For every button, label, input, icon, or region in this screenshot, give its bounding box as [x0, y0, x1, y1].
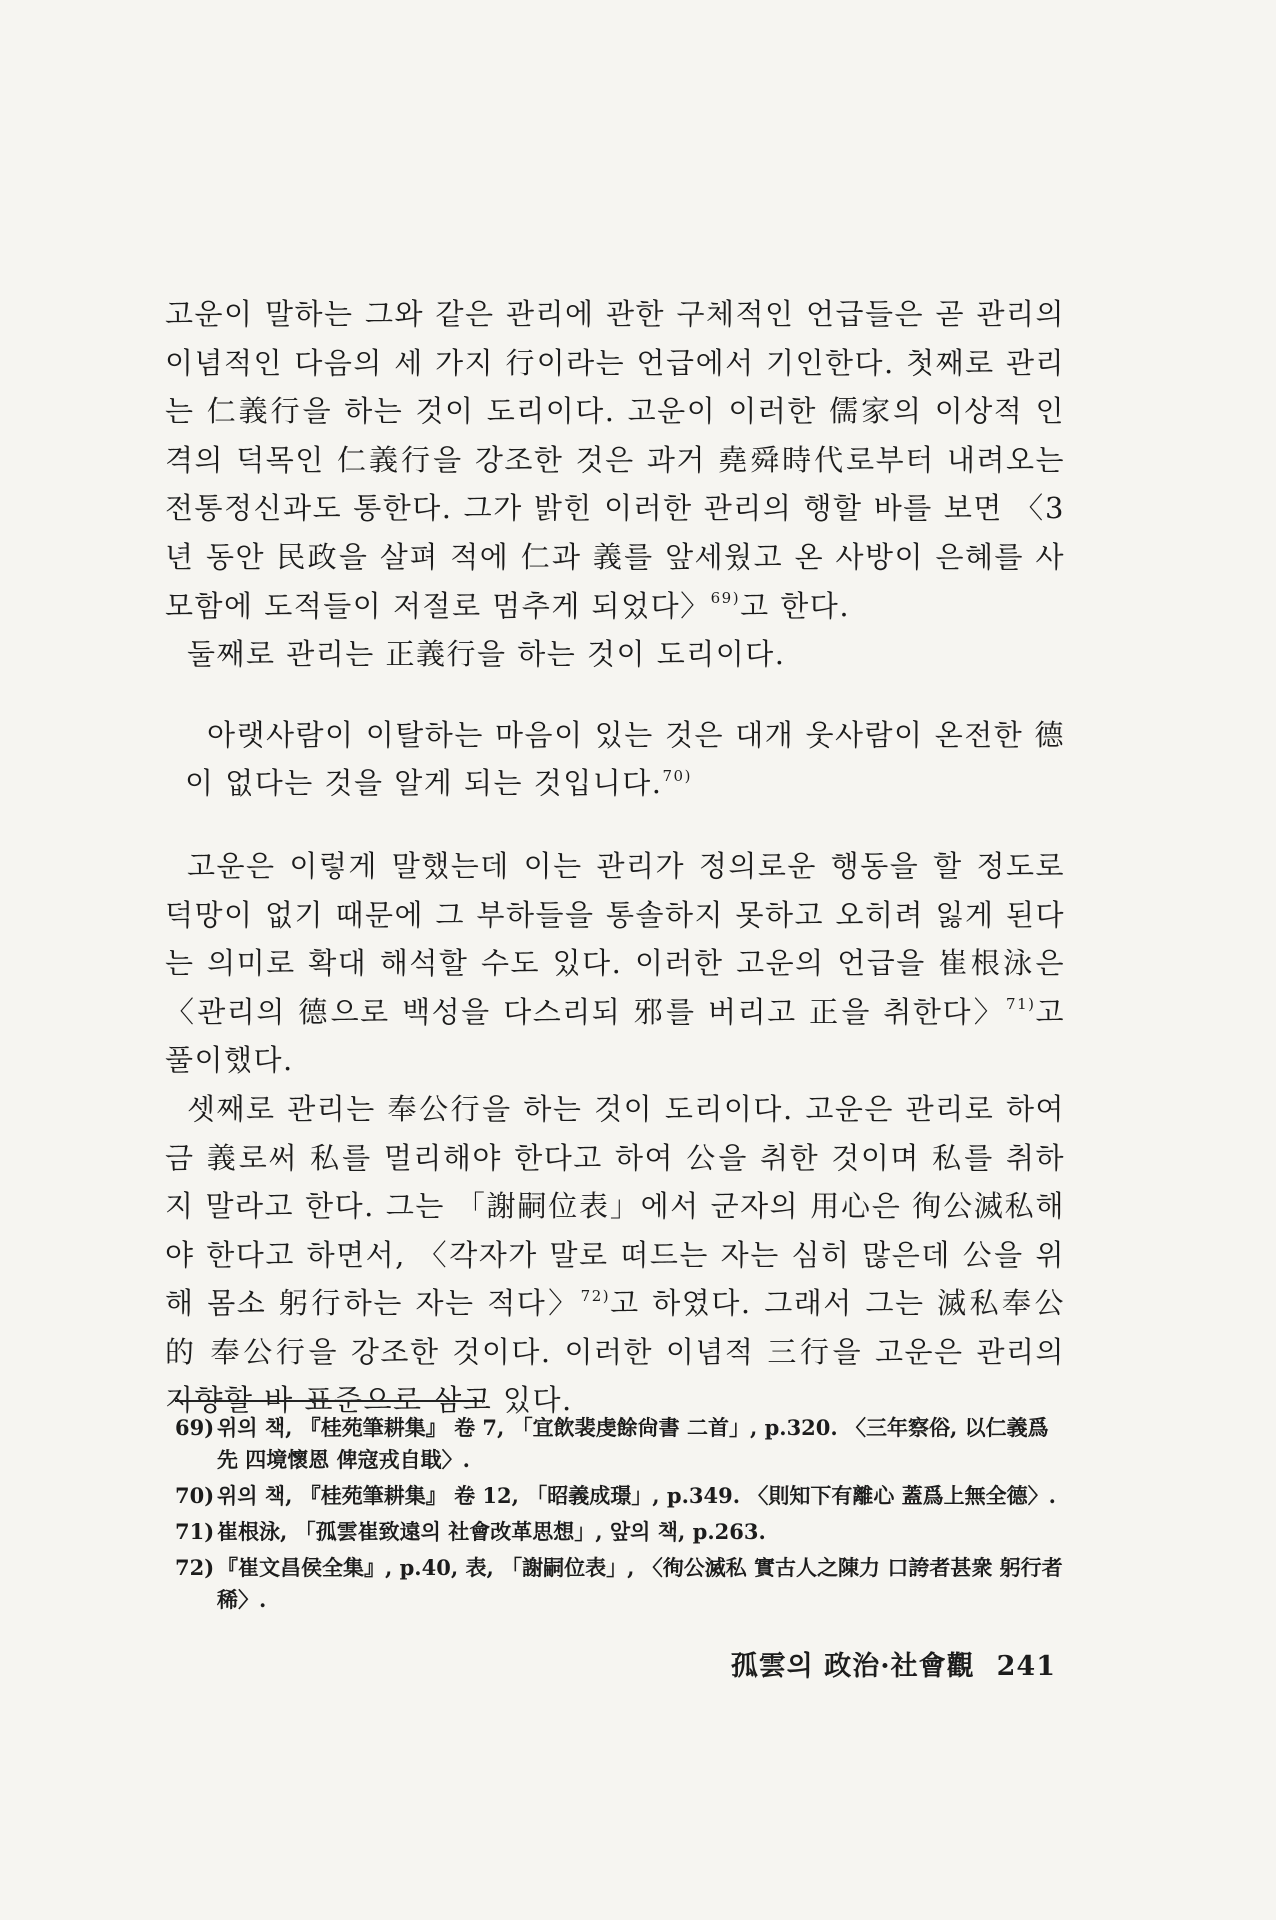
footnote-69	[175, 1412, 1065, 1476]
paragraph-3	[165, 842, 1065, 1085]
footnote-text: 崔根泳, 「孤雲崔致遠의 社會改革思想」, 앞의 책, p.263.	[217, 1519, 766, 1544]
paragraph-3-end: 고 풀이했다.	[165, 994, 1065, 1078]
block-quote	[165, 711, 1065, 808]
footnote-71	[175, 1516, 1065, 1548]
footnote-70	[175, 1480, 1065, 1512]
footnote-number: 71)	[175, 1519, 215, 1544]
running-title: 孤雲의 政治·社會觀	[730, 1651, 975, 1682]
page-number: 241	[996, 1651, 1056, 1682]
paragraph-1	[165, 290, 1065, 630]
paragraph-3-text: 고운은 이렇게 말했는데 이는 관리가 정의로운 행동을 할 정도로 덕망이 없기 때문에 그 부하들을 통솔하지 못하고 오히려 잃게 된다는 의미로 확대 해석할 수도 있다. 이러한 고운의 언급을 崔根泳은 〈관리의 德으로 백성을 다스리되 邪를 버리고 正을 취한다〉	[165, 848, 1065, 1029]
footnote-ref-71: 71)	[1006, 995, 1036, 1014]
paragraph-4-text: 셋째로 관리는 奉公行을 하는 것이 도리이다. 고운은 관리로 하여금 義로써 私를 멀리해야 한다고 하여 公을 취한 것이며 私를 취하지 말라고 한다. 그는 「謝嗣位表」에서 군자의 用心은 徇公滅私해야 한다고 하면서, 〈각자가 말로 떠드는 자는 심히 많은데 公을 위해 몸소 躬行하는 자는 적다〉	[165, 1091, 1065, 1321]
footnote-text: 위의 책, 『桂苑筆耕集』 卷 7, 「宜飲裴虔餘尙書 二首」, p.320. 〈三年察俗, 以仁義爲先 四境懷恩 俾寇戎自戢〉.	[217, 1415, 1049, 1472]
footnote-ref-70: 70)	[662, 766, 692, 785]
paragraph-1-end: 고 한다.	[740, 588, 851, 623]
paragraph-4-end: 고 하였다. 그래서 그는 滅私奉公的 奉公行을 강조한 것이다. 이러한 이념적 三行을 고운은 관리의 지향할 바 표준으로 삼고 있다.	[165, 1286, 1066, 1418]
footnote-text: 위의 책, 『桂苑筆耕集』 卷 12, 「昭義成璟」, p.349. 〈則知下有離心 蓋爲上無全德〉.	[217, 1483, 1056, 1508]
footnotes	[175, 1412, 1065, 1620]
footnote-divider	[175, 1400, 485, 1402]
paragraph-4	[165, 1085, 1065, 1425]
footnote-ref-69: 69)	[710, 588, 741, 607]
footnote-number: 70)	[175, 1483, 215, 1508]
footnote-text: 『崔文昌侯全集』, p.40, 表, 「謝嗣位表」, 〈徇公滅私 實古人之陳力 口誇者甚衆 躬行者稀〉.	[217, 1555, 1063, 1612]
paragraph-1-text: 고운이 말하는 그와 같은 관리에 관한 구체적인 언급들은 곧 관리의 이념적인 다음의 세 가지 行이라는 언급에서 기인한다. 첫째로 관리는 仁義行을 하는 것이 도리이다. 고운이 이러한 儒家의 이상적 인격의 덕목인 仁義行을 강조한 것은 과거 堯舜時代로부터 내려오는 전통정신과도 통한다. 그가 밝힌 이러한 관리의 행할 바를 보면 〈3년 동안 民政을 살펴 적에 仁과 義를 앞세웠고 온 사방이 은혜를 사모함에 도적들이 저절로 멈추게 되었다〉	[165, 297, 1065, 623]
block-quote-text: 아랫사람이 이탈하는 마음이 있는 것은 대개 웃사람이 온전한 德이 없다는 것을 알게 되는 것입니다.	[185, 717, 1065, 801]
footnote-number: 72)	[175, 1555, 215, 1580]
footnote-ref-72: 72)	[580, 1286, 611, 1305]
running-footer	[731, 1644, 1056, 1683]
footnote-number: 69)	[175, 1415, 215, 1440]
footnote-72	[175, 1552, 1065, 1616]
paragraph-2: 둘째로 관리는 正義行을 하는 것이 도리이다.	[187, 637, 786, 672]
main-text	[165, 290, 1065, 1425]
